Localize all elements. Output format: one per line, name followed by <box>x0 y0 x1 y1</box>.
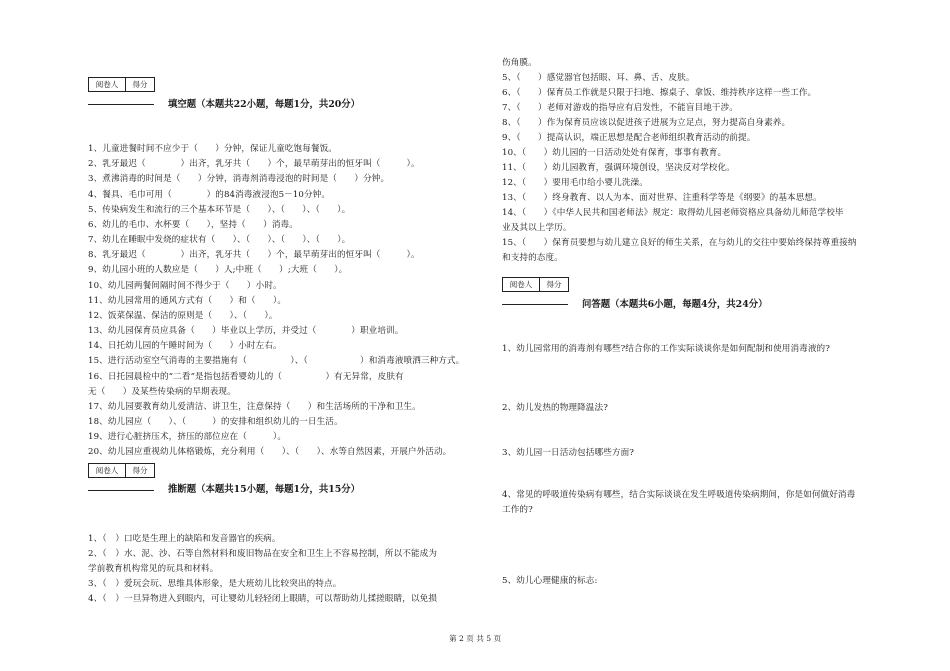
fill-question: 12、饭菜保温、保洁的原则是（ ）、（ ）。 <box>88 311 278 321</box>
fill-question: 8、乳牙最迟（ ）出齐，乳牙共（ ）个，最早萌芽出的恒牙叫（ ）。 <box>88 250 420 260</box>
fill-question: 10、幼儿园两餐间隔时间不得少于（ ）小时。 <box>88 281 282 291</box>
fill-question: 6、幼儿的毛巾、水杯要（ ），坚持（ ）消毒。 <box>88 220 298 230</box>
judge-question: 6、（ ）保育员工作就是只限于扫地、擦桌子、拿饭、维持秩序这样一些工作。 <box>502 88 817 98</box>
fill-question: 13、幼儿园保育员应具备（ ）毕业以上学历，并受过（ ）职业培训。 <box>88 326 404 336</box>
fill-question: 9、幼儿园小班的人数应是（ ）人;中班（ ）;大班（ ）。 <box>88 265 348 275</box>
judge-question: 13、（ ）终身教育、以人为本、面对世界、注重科学等是《纲要》的基本思想。 <box>502 193 822 203</box>
fill-question: 18、幼儿园应（ ）、（ ）的安排和组织幼儿的一日生活。 <box>88 417 343 427</box>
judge-question: 7、（ ）老师对游戏的指导应有启发性，不能盲目地干涉。 <box>502 103 738 113</box>
judge-question: 业及其以上学历。 <box>502 223 572 233</box>
grader-box-judge <box>88 463 155 478</box>
fill-question: 17、幼儿园要教育幼儿爱清洁、讲卫生，注意保持（ ）和生活场所的干净和卫生。 <box>88 402 421 412</box>
judge-question: 10、（ ）幼儿园的一日活动处处有保育，事事有教育。 <box>502 148 727 158</box>
fill-question: 无（ ）及某些传染病的早期表现。 <box>88 387 236 397</box>
fill-section-title: 填空题（本题共22小题，每题1分，共20分） <box>168 99 360 110</box>
judge-question: 伤角膜。 <box>502 58 537 68</box>
grader-box-fill <box>88 77 155 92</box>
fill-question: 3、煮沸消毒的时间是（ ）分钟，消毒剂消毒浸泡的时间是（ ）分钟。 <box>88 174 390 184</box>
judge-section-title: 推断题（本题共15小题，每题1分，共15分） <box>168 484 360 495</box>
fill-question: 4、餐具、毛巾可用（ ）的84消毒液浸泡5－10分钟。 <box>88 190 331 200</box>
fill-question: 5、传染病发生和流行的三个基本环节是（ ）、（ ）、（ ）。 <box>88 205 351 215</box>
judge-question: 8、（ ）作为保育员应该以促进孩子进展为立足点，努力提高自身素养。 <box>502 118 791 128</box>
judge-question: 学前教育机构常见的玩具和材料。 <box>88 564 219 574</box>
fill-question: 1、儿童进餐时间不应少于（ ）分钟，保证儿童吃饱每餐饭。 <box>88 144 337 154</box>
fill-question: 20、幼儿园应重视幼儿体格锻炼，充分利用（ ）、（ ）、水等自然因素，开展户外活动。 <box>88 447 452 457</box>
judge-question: 3、（ ）爱玩会玩、思维具体形象，是大班幼儿比较突出的特点。 <box>88 579 342 589</box>
fill-question: 11、幼儿园常用的通风方式有（ ）和（ ）。 <box>88 296 287 306</box>
score-label: 得分 <box>132 80 148 89</box>
score-label: 得分 <box>132 466 148 475</box>
page-number: 第 2 页 共 5 页 <box>448 634 502 643</box>
grader-box-qa <box>502 277 569 292</box>
grader-label: 阅卷人 <box>503 278 540 291</box>
qa-question: 2、幼儿发热的物理降温法? <box>502 403 608 413</box>
qa-question: 4、常见的呼吸道传染病有哪些，结合实际谈谈在发生呼吸道传染病期间，你是如何做好消毒 <box>502 490 856 500</box>
judge-question: 4、（ ）一旦异物进入到眼内，可让婴幼儿轻轻闭上眼睛，可以帮助幼儿揉搓眼睛，以免损 <box>88 594 438 604</box>
fill-question: 14、日托幼儿园的午睡时间为（ ）小时左右。 <box>88 341 282 351</box>
grader-label: 阅卷人 <box>89 78 126 91</box>
judge-question: 2、（ ）水、泥、沙、石等自然材料和废旧物品在安全和卫生上不容易控制，所以不能成为 <box>88 549 438 559</box>
score-line <box>502 304 568 305</box>
qa-question: 工作的? <box>502 505 533 515</box>
fill-question: 15、进行活动室空气消毒的主要措施有（ ）、（ ）和消毒液喷洒三种方式。 <box>88 356 465 366</box>
judge-question: 5、（ ）感觉器官包括眼、耳、鼻、舌、皮肤。 <box>502 73 695 83</box>
judge-question: 15、（ ）保育员要想与幼儿建立良好的师生关系，在与幼儿的交往中要始终保持尊重接纳 <box>502 238 857 248</box>
score-label: 得分 <box>546 280 562 289</box>
qa-question: 1、幼儿园常用的消毒剂有哪些?结合你的工作实际谈谈你是如何配制和使用消毒液的? <box>502 344 830 354</box>
judge-question: 12、（ ）要用毛巾给小婴儿洗澡。 <box>502 178 648 188</box>
grader-label: 阅卷人 <box>89 464 126 477</box>
judge-question: 14、（ ）《中华人民共和国老师法》规定：取得幼儿园老师资格应具备幼儿师范学校毕 <box>502 208 844 218</box>
fill-question: 16、日托园晨检中的“二看”是指包括看婴幼儿的（ ）有无异常，皮肤有 <box>88 372 404 382</box>
fill-question: 7、幼儿在睡眠中发烧的症状有（ ）、（ ）、（ ）、（ ）。 <box>88 235 351 245</box>
qa-question: 3、幼儿园一日活动包括哪些方面? <box>502 448 634 458</box>
judge-question: 9、（ ）提高认识，端正思想是配合老师组织教育活动的前提。 <box>502 133 756 143</box>
judge-question: 1、（ ）口吃是生理上的缺陷和发音器官的疾病。 <box>88 534 281 544</box>
fill-question: 2、乳牙最迟（ ）出齐，乳牙共（ ）个，最早萌芽出的恒牙叫（ ）。 <box>88 159 420 169</box>
judge-question: 和支持的态度。 <box>502 253 563 263</box>
qa-section-title: 问答题（本题共6小题，每题4分，共24分） <box>582 299 768 310</box>
judge-question: 11、（ ）幼儿园教育，强调环境创设，坚决反对学校化。 <box>502 163 735 173</box>
qa-question: 5、幼儿心理健康的标志: <box>502 576 598 586</box>
score-line <box>88 104 154 105</box>
fill-question: 19、进行心脏挤压术，挤压的部位应在（ ）。 <box>88 432 287 442</box>
score-line <box>88 490 154 491</box>
